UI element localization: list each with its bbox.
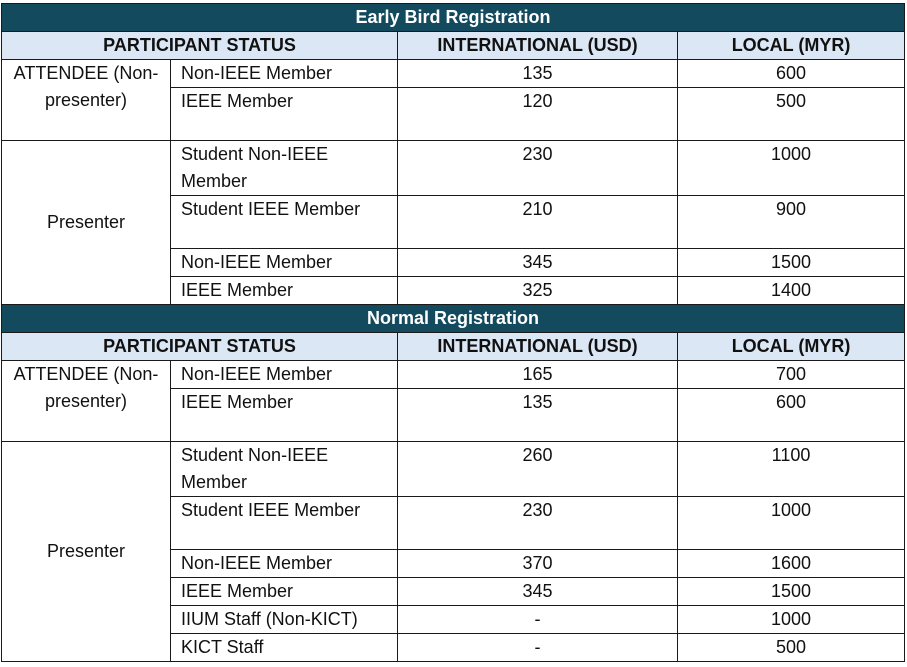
local-myr-header: LOCAL (MYR) (678, 32, 905, 60)
international-fee-cell: 210 (398, 196, 678, 249)
international-fee-cell: 260 (398, 442, 678, 497)
column-header-row (2, 333, 905, 361)
table-row (2, 361, 905, 389)
category-cell: Student IEEE Member (171, 497, 398, 550)
registration-fee-table (1, 3, 905, 662)
local-myr-header: LOCAL (MYR) (678, 333, 905, 361)
local-fee-cell: 1000 (678, 141, 905, 196)
local-fee-cell: 700 (678, 361, 905, 389)
international-usd-header: INTERNATIONAL (USD) (398, 333, 678, 361)
category-cell: Non-IEEE Member (171, 361, 398, 389)
international-fee-cell: 135 (398, 389, 678, 442)
local-fee-cell: 1400 (678, 277, 905, 305)
category-cell: IEEE Member (171, 578, 398, 606)
normal-registration-title: Normal Registration (2, 305, 905, 333)
local-fee-cell: 600 (678, 389, 905, 442)
international-fee-cell: 370 (398, 550, 678, 578)
local-fee-cell: 600 (678, 60, 905, 88)
table-row (2, 442, 905, 497)
category-cell: KICT Staff (171, 634, 398, 662)
local-fee-cell: 1000 (678, 497, 905, 550)
table-row (2, 60, 905, 88)
category-cell: Non-IEEE Member (171, 60, 398, 88)
local-fee-cell: 1500 (678, 249, 905, 277)
category-cell: IEEE Member (171, 277, 398, 305)
international-fee-cell: - (398, 606, 678, 634)
column-header-row (2, 32, 905, 60)
international-fee-cell: 165 (398, 361, 678, 389)
local-fee-cell: 500 (678, 88, 905, 141)
local-fee-cell: 1600 (678, 550, 905, 578)
category-cell: Non-IEEE Member (171, 249, 398, 277)
international-fee-cell: 325 (398, 277, 678, 305)
category-cell: Non-IEEE Member (171, 550, 398, 578)
participant-status-header: PARTICIPANT STATUS (2, 333, 398, 361)
category-cell: IEEE Member (171, 88, 398, 141)
local-fee-cell: 900 (678, 196, 905, 249)
participant-status-header: PARTICIPANT STATUS (2, 32, 398, 60)
local-fee-cell: 1000 (678, 606, 905, 634)
presenter-group-label: Presenter (2, 442, 171, 662)
international-fee-cell: 230 (398, 141, 678, 196)
international-fee-cell: 345 (398, 578, 678, 606)
international-fee-cell: 345 (398, 249, 678, 277)
category-cell: Student Non-IEEE Member (171, 141, 398, 196)
local-fee-cell: 1100 (678, 442, 905, 497)
attendee-group-label: ATTENDEE (Non-presenter) (2, 60, 171, 141)
early-bird-title: Early Bird Registration (2, 4, 905, 32)
table-row (2, 141, 905, 196)
section-title-row (2, 4, 905, 32)
local-fee-cell: 1500 (678, 578, 905, 606)
international-fee-cell: - (398, 634, 678, 662)
presenter-group-label: Presenter (2, 141, 171, 305)
international-fee-cell: 120 (398, 88, 678, 141)
international-fee-cell: 135 (398, 60, 678, 88)
category-cell: IIUM Staff (Non-KICT) (171, 606, 398, 634)
local-fee-cell: 500 (678, 634, 905, 662)
attendee-group-label: ATTENDEE (Non-presenter) (2, 361, 171, 442)
category-cell: Student Non-IEEE Member (171, 442, 398, 497)
category-cell: IEEE Member (171, 389, 398, 442)
international-fee-cell: 230 (398, 497, 678, 550)
international-usd-header: INTERNATIONAL (USD) (398, 32, 678, 60)
category-cell: Student IEEE Member (171, 196, 398, 249)
section-title-row (2, 305, 905, 333)
